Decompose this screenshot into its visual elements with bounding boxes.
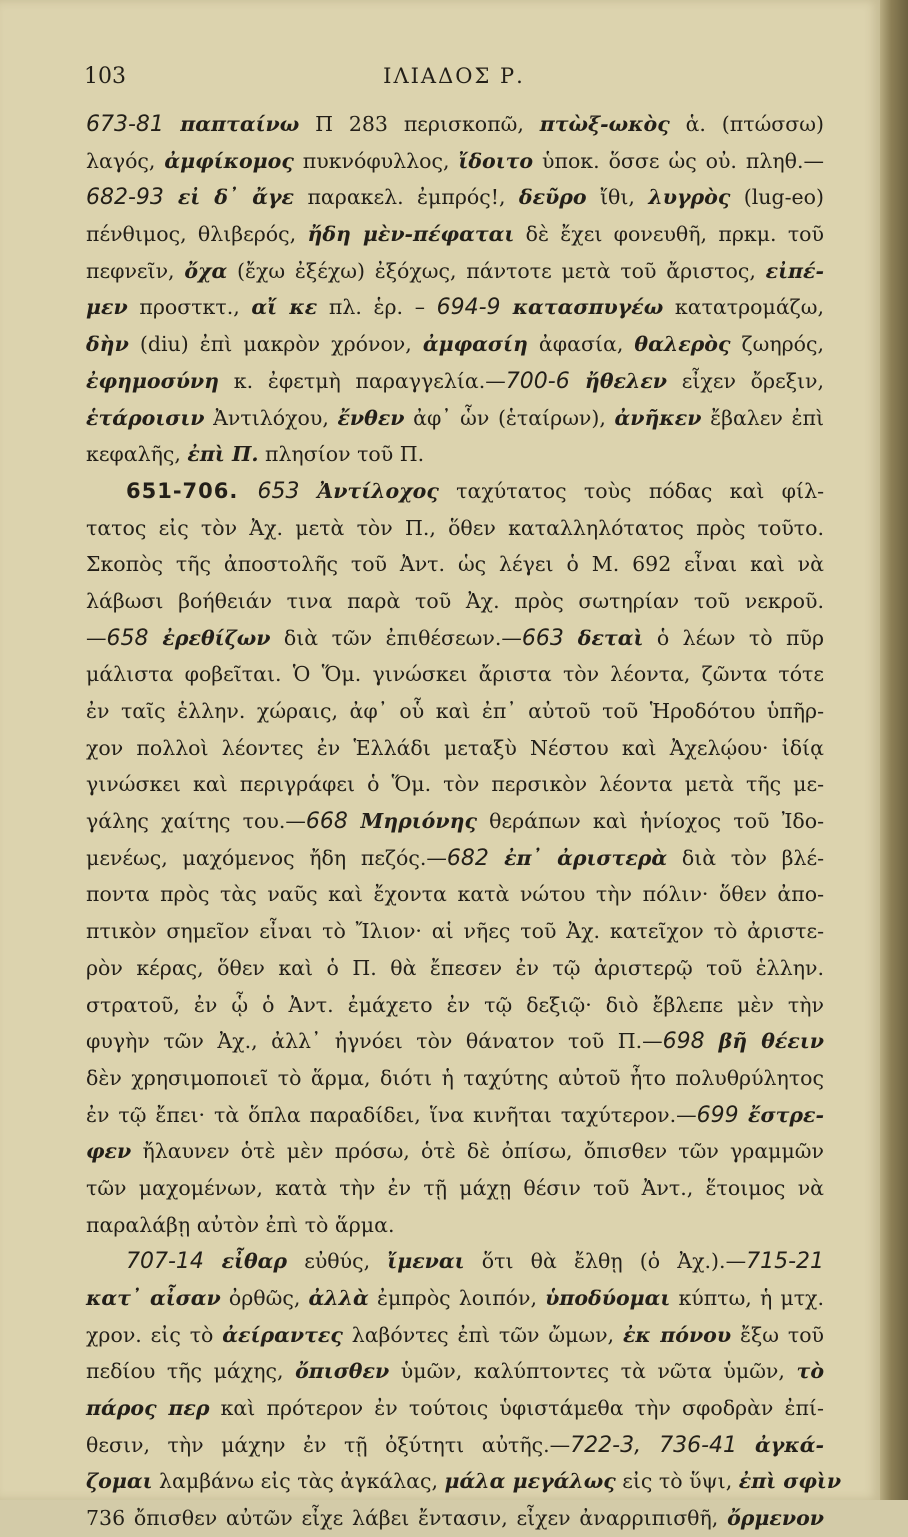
lemma: πτὼξ-ωκὸς	[539, 112, 670, 136]
text-line	[86, 1353, 824, 1390]
gloss-text: (lug-eo)	[730, 185, 825, 210]
gloss-text: στρατοῦ, ἐν ᾧ ὁ Ἀντ. ἐμάχετο ἐν τῷ δεξιῷ· διὸ ἔβλεπε μὲν τὴν	[86, 992, 824, 1017]
gloss-text: πτικὸν σημεῖον εἶναι τὸ Ἴλιον· αἱ νῆες τοῦ Ἀχ. κατεῖχον τὸ ἀριστε-	[86, 919, 824, 944]
lemma: ἀείραντες	[222, 1322, 343, 1347]
text-line	[86, 583, 824, 620]
text-line	[86, 913, 824, 950]
line-reference: 707-14	[126, 1249, 222, 1275]
text-line	[86, 400, 824, 437]
text-line	[86, 253, 824, 290]
gloss-text: ὑποκ. ὅσσε ὡς οὐ. πληθ.—	[533, 148, 824, 173]
gloss-text: χρον. εἰς τὸ	[86, 1322, 223, 1347]
lemma: δεῦρο	[518, 185, 587, 210]
lemma: ἐρεθίζων	[162, 625, 271, 650]
gloss-text: πεδίου τῆς μάχης,	[86, 1359, 296, 1384]
gloss-text: πεφνεῖν,	[86, 258, 185, 283]
text-line	[86, 216, 824, 253]
lemma: ζομαι	[86, 1469, 153, 1494]
lemma: Ἀντίλοχος	[317, 478, 439, 503]
text-line	[86, 106, 824, 143]
running-title: ΙΛΙΑΔΟΣ Ρ.	[383, 64, 525, 88]
lemma: παπταίνω	[180, 112, 300, 136]
commentary-text	[86, 106, 842, 1537]
gloss-text: ρὸν κέρας, ὅθεν καὶ ὁ Π. θὰ ἔπεσεν ἐν τῷ ἀριστερῷ τοῦ ἑλλην.	[86, 955, 824, 980]
gloss-text: λαβόντες ἐπὶ τῶν ὤμων,	[342, 1322, 623, 1347]
lemma: ὄπισθεν	[295, 1359, 390, 1384]
page-header	[84, 64, 824, 96]
gloss-text: 736 ὄπισθεν αὐτῶν εἶχε λάβει ἔντασιν, εἶχεν ἀναρριπισθῆ,	[86, 1506, 728, 1531]
text-line	[86, 1243, 824, 1280]
text-line	[86, 546, 824, 583]
lemma: μάλα μεγάλως	[444, 1469, 616, 1494]
text-line	[86, 326, 824, 363]
gloss-text: λαγός,	[86, 148, 165, 173]
lemma: ἤθελεν	[584, 368, 668, 393]
lemma: ἐκ πόνου	[622, 1322, 732, 1347]
text-line	[86, 143, 824, 180]
gloss-text: ζωηρός,	[730, 332, 825, 357]
gloss-text: Ἀντιλόχου,	[204, 405, 338, 430]
text-line	[86, 1317, 824, 1354]
gloss-text: λάβωσι βοήθειάν τινα παρὰ τοῦ Ἀχ. πρὸς σωτηρίαν τοῦ νεκροῦ.	[86, 588, 824, 613]
line-reference: 682-93	[86, 185, 178, 211]
text-line	[86, 656, 824, 693]
text-line	[86, 1280, 824, 1317]
lemma: ἑτάροισιν	[86, 405, 205, 430]
lemma: λυγρὸς	[648, 185, 731, 210]
gloss-text: ἐν τῷ ἔπει· τὰ ὅπλα παραδίδει, ἵνα κινῆται ταχύτερον.—	[86, 1102, 697, 1127]
gloss-text: χον πολλοὶ λέοντες ἐν Ἑλλάδι μεταξὺ Νέστου καὶ Ἀχελῴου· ἰδίᾳ	[86, 735, 824, 760]
gloss-text: ποντα πρὸς τὰς ναῦς καὶ ἔχοντα κατὰ νώτου τὴν πόλιν· ὅθεν ἀπο-	[86, 882, 824, 907]
gloss-text: εἰς τὸ ὕψι,	[615, 1469, 739, 1494]
text-line	[86, 1023, 824, 1060]
gloss-text: πένθιμος, θλιβερός,	[86, 222, 308, 247]
lemma: ἀνῆκεν	[614, 405, 702, 430]
text-line	[86, 473, 824, 510]
gloss-text: εὐθύς,	[287, 1249, 388, 1274]
gloss-text: μάλιστα φοβεῖται. Ὁ Ὅμ. γινώσκει ἄριστα τὸν λέοντα, ζῶντα τότε	[86, 662, 824, 687]
text-line	[86, 876, 824, 913]
gloss-text: δὲ ἔχει φονευθῆ, πρκμ. τοῦ	[514, 222, 824, 247]
text-line	[86, 1060, 824, 1097]
text-line	[86, 766, 824, 803]
gloss-text: ὁ λέων τὸ πῦρ	[643, 625, 825, 650]
lemma: βῆ θέειν	[718, 1029, 824, 1054]
lemma: δὴν	[86, 332, 129, 357]
lemma: μεν	[86, 295, 128, 320]
line-reference: 700-6	[505, 368, 585, 394]
lemma: ἐπ᾽ ἀριστερὰ	[504, 845, 668, 870]
gloss-text: θεράπων καὶ ἡνίοχος τοῦ Ἰδο-	[476, 809, 825, 834]
gloss-text: θεσιν, τὴν μάχην ἐν τῇ ὀξύτητι αὐτῆς.—	[86, 1432, 571, 1457]
gloss-text: κεφαλῆς,	[86, 442, 188, 467]
gloss-text: (ἔχω ἐξέχω) ἐξόχως, πάντοτε μετὰ τοῦ ἄριστος,	[227, 258, 766, 283]
lemma: θαλερὸς	[634, 332, 731, 357]
gloss-text: τῶν μαχομένων, κατὰ τὴν ἐν τῇ μάχῃ θέσιν τοῦ Ἀντ., ἕτοιμος νὰ	[86, 1175, 824, 1200]
lemma: εἰπέ-	[765, 258, 824, 283]
gloss-text: καὶ πρότερον ἐν τούτοις ὑφιστάμεθα τὴν σφοδρὰν ἐπί-	[209, 1396, 824, 1421]
lemma: εἶθαρ	[221, 1249, 288, 1274]
lemma: ὄχα	[184, 258, 228, 283]
line-reference: 722-3, 736-41	[570, 1432, 756, 1458]
gloss-text: εἶχεν ὄρεξιν,	[667, 368, 824, 393]
page-number: 103	[84, 64, 126, 89]
gloss-text: μενέως, μαχόμενος ἤδη πεζός.—	[86, 845, 447, 870]
lemma: ὑποδύομαι	[545, 1286, 671, 1310]
lemma: ἴδοιτο	[458, 148, 534, 173]
text-line	[86, 1097, 824, 1134]
lemma: ἀμφίκομος	[164, 148, 294, 173]
lemma: Μηριόνης	[360, 809, 477, 834]
gloss-text: —	[86, 625, 107, 650]
lemma: ἐπὶ σφὶν	[738, 1469, 842, 1494]
text-line	[86, 1390, 824, 1427]
gloss-text: ὅτι θὰ ἔλθῃ (ὁ Ἀχ.).—	[464, 1249, 747, 1274]
lemma: ἀμφασίη	[422, 332, 528, 357]
text-line	[86, 620, 824, 657]
gloss-text: ταχύτατος τοὺς πόδας καὶ φίλ-	[438, 478, 824, 503]
lemma: ἀλλὰ	[308, 1286, 369, 1310]
section-reference: 651-706.	[126, 478, 258, 503]
gloss-text: Π 283 περισκοπῶ,	[299, 112, 540, 136]
gloss-text: πλησίον τοῦ Π.	[258, 442, 425, 467]
lemma: ὄρμενον	[727, 1506, 824, 1531]
lemma: ἔνθεν	[337, 405, 405, 430]
gloss-text: διὰ τῶν ἐπιθέσεων.—	[270, 625, 522, 650]
lemma: ἔστρε-	[748, 1102, 825, 1127]
text-line	[86, 1207, 824, 1244]
text-line	[86, 1463, 842, 1500]
lemma: πάρος περ	[86, 1396, 210, 1421]
line-reference: 715-21	[746, 1249, 825, 1275]
line-reference: 658	[106, 625, 163, 651]
lemma: αἴ κε	[251, 295, 318, 320]
line-reference: 694-9	[436, 295, 513, 321]
lemma: ἤδη μὲν-πέφαται	[307, 222, 515, 247]
lemma: κατ᾽ αἶσαν	[86, 1286, 221, 1310]
gloss-text: φυγὴν τῶν Ἀχ., ἀλλ᾽ ἠγνόει τὸν θάνατον τοῦ Π.—	[86, 1029, 663, 1054]
text-line	[86, 179, 824, 216]
text-line	[86, 693, 824, 730]
text-line	[86, 730, 824, 767]
gloss-text: λαμβάνω εἰς τὰς ἀγκάλας,	[152, 1469, 445, 1494]
text-line	[86, 436, 824, 473]
text-line	[86, 510, 824, 547]
gloss-text: κύπτω, ἡ μτχ.	[670, 1286, 824, 1310]
text-line	[86, 950, 824, 987]
text-line	[86, 987, 824, 1024]
lemma: ἀγκά-	[755, 1432, 824, 1457]
text-line	[86, 840, 824, 877]
text-line	[86, 289, 824, 326]
gloss-text: γάλης χαίτης του.—	[86, 809, 306, 834]
gloss-text: κ. ἐφετμὴ παραγγελία.—	[219, 368, 506, 393]
line-reference: 663	[521, 625, 578, 651]
lemma: κατασπυγέω	[512, 295, 664, 320]
gloss-text: (diu) ἐπὶ μακρὸν χρόνον,	[128, 332, 423, 357]
line-reference: 699	[696, 1102, 749, 1128]
line-reference: 653	[257, 478, 318, 504]
gloss-text: γινώσκει καὶ περιγράφει ὁ Ὅμ. τὸν περσικὸν λέοντα μετὰ τῆς με-	[86, 772, 824, 797]
gloss-text: πλ. ἑρ. –	[317, 295, 437, 320]
gloss-text: τατος εἰς τὸν Ἀχ. μετὰ τὸν Π., ὅθεν καταλληλότατος πρὸς τοῦτο.	[86, 515, 824, 540]
gloss-text: κατατρομάζω,	[663, 295, 825, 320]
gloss-text: ἔβαλεν ἐπὶ	[701, 405, 824, 430]
text-line	[86, 1170, 824, 1207]
gloss-text: προστκτ.,	[127, 295, 252, 320]
text-line	[86, 1133, 824, 1170]
line-reference: 668	[305, 809, 361, 835]
gloss-text: ὀρθῶς,	[220, 1286, 309, 1310]
gloss-text: ὑμῶν, καλύπτοντες τὰ νῶτα ὑμῶν,	[389, 1359, 797, 1384]
gloss-text: ἀφ᾽ ὧν (ἑταίρων),	[404, 405, 615, 430]
text-line	[86, 363, 824, 400]
lemma: ἐφημοσύνη	[86, 368, 220, 393]
lemma: δεταὶ	[577, 625, 644, 650]
line-reference: 698	[662, 1029, 719, 1055]
gloss-text: ἀφασία,	[527, 332, 635, 357]
line-reference: 673-81	[86, 112, 181, 137]
gloss-text: δὲν χρησιμοποιεῖ τὸ ἅρμα, διότι ἡ ταχύτης αὐτοῦ ἦτο πολυθρύλητος	[86, 1065, 824, 1090]
gloss-text: ἐμπρὸς λοιπόν,	[368, 1286, 546, 1310]
page-edge	[880, 0, 908, 1500]
gloss-text: Σκοπὸς τῆς ἀποστολῆς τοῦ Ἀντ. ὡς λέγει ὁ Μ. 692 εἶναι καὶ νὰ	[86, 552, 824, 577]
gloss-text: παρακελ. ἐμπρός!,	[294, 185, 519, 210]
lemma: φεν	[86, 1139, 132, 1164]
gloss-text: παραλάβῃ αὐτὸν ἐπὶ τὸ ἅρμα.	[86, 1212, 395, 1237]
line-reference: 682	[446, 845, 505, 871]
gloss-text: ἁ. (πτώσσω)	[669, 112, 824, 136]
gloss-text: ἴθι,	[586, 185, 649, 210]
gloss-text: ἐν ταῖς ἑλλην. χώραις, ἀφ᾽ οὗ καὶ ἐπ᾽ αὐτοῦ τοῦ Ἡροδότου ὑπῆρ-	[86, 699, 824, 723]
lemma: εἰ δ᾽ ἄγε	[177, 185, 295, 210]
gloss-text: ἔξω τοῦ	[731, 1322, 825, 1347]
text-line	[86, 803, 824, 840]
lemma: ἐπὶ Π.	[187, 442, 259, 467]
text-line	[86, 1500, 824, 1537]
lemma: ἴμεναι	[387, 1249, 465, 1274]
gloss-text: πυκνόφυλλος,	[293, 148, 459, 173]
gloss-text: διὰ τὸν βλέ-	[667, 845, 825, 870]
gloss-text: ἤλαυνεν ὁτὲ μὲν πρόσω, ὁτὲ δὲ ὀπίσω, ὄπισθεν τῶν γραμμῶν	[131, 1139, 824, 1164]
text-line	[86, 1427, 824, 1464]
lemma: τὸ	[796, 1359, 824, 1384]
